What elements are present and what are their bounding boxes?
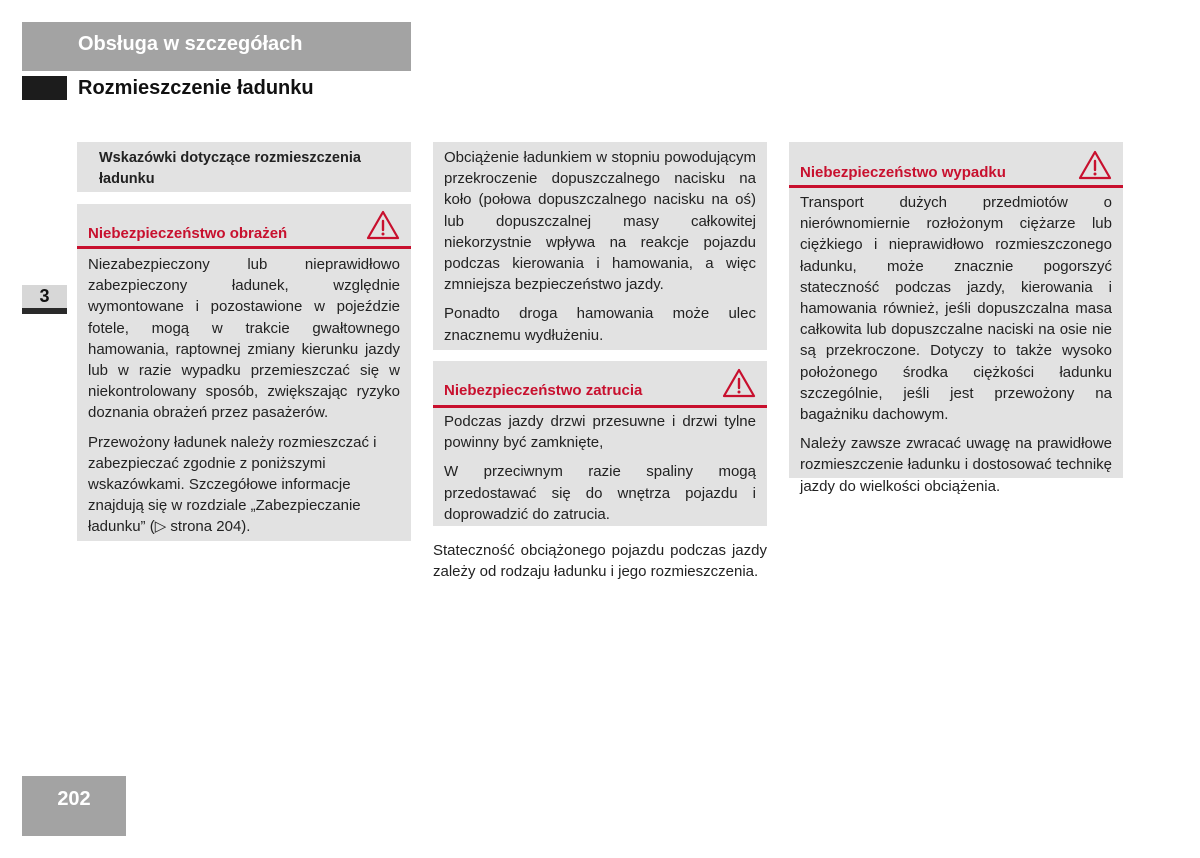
paragraph: Obciążenie ładunkiem w stopniu powodującym przekroczenie dopuszczalnego nacisku na koło (połowa dopuszczalnego nacisku na oś) lub dopuszczalnej masy całkowitej niekorzystnie wpływa na reakcje pojazdu podczas kierowania i hamowania, a więc zmniejsza bezpieczeństwo jazdy.	[444, 149, 756, 294]
warning-rule	[789, 185, 1123, 188]
info-body-overload	[444, 147, 756, 346]
warning-triangle-icon	[722, 367, 756, 399]
paragraph: Ponadto droga hamowania może ulec znacznemu wydłużeniu.	[444, 305, 756, 344]
stability-paragraph: Stateczność obciążonego pojazdu podczas jazdy zależy od rodzaju ładunku i jego rozmieszczenia.	[433, 542, 767, 581]
warning-title-poisoning: Niebezpieczeństwo zatrucia	[444, 382, 643, 399]
subsection-marker	[22, 76, 67, 100]
chapter-tab-underline	[22, 308, 67, 314]
section-title: Obsługa w szczegółach	[78, 33, 303, 55]
warning-triangle-icon	[366, 209, 400, 241]
paragraph: Przewożony ładunek należy rozmieszczać i zabezpieczać zgodnie z poniższymi wskazówkami. Szczegółowe informacje znajdują się w rozdziale „Zabezpieczanie ładunku” (▷ strona 204).	[88, 433, 377, 536]
warning-body-injury	[88, 254, 400, 538]
warning-triangle-icon	[1078, 149, 1112, 181]
tip-heading: Wskazówki dotyczące rozmieszczenia ładunku	[99, 150, 361, 187]
paragraph: Należy zawsze zwracać uwagę na prawidłowe rozmieszczenie ładunku i dostosować technikę jazdy do wielkości obciążenia.	[800, 435, 1112, 495]
warning-title-accident: Niebezpieczeństwo wypadku	[800, 164, 1006, 181]
warning-rule	[433, 405, 767, 408]
page-title: Rozmieszczenie ładunku	[78, 77, 314, 99]
paragraph: W przeciwnym razie spaliny mogą przedostawać się do wnętrza pojazdu i doprowadzić do zatrucia.	[444, 463, 756, 523]
warning-body-accident	[800, 192, 1112, 497]
paragraph: Podczas jazdy drzwi przesuwne i drzwi tylne powinny być zamknięte,	[444, 413, 756, 452]
warning-rule	[77, 246, 411, 249]
paragraph: Transport dużych przedmiotów o nierównomiernie rozłożonym ciężarze lub ciężkiego i nieprawidłowo rozmieszczonego ładunku, może znacznie pogorszyć stateczność podczas jazdy, kierowania i hamowania również, jeśli dopuszczalna masa całkowita lub dopuszczalne naciski na osie nie są przekroczone. Dotyczy to także wysoko położonego środka ciężkości ładunku szczególnie, jeśli jest przewożony na bagażniku dachowym.	[800, 194, 1112, 424]
chapter-tab: 3	[22, 285, 67, 308]
page-number: 202	[57, 788, 91, 810]
warning-title-injury: Niebezpieczeństwo obrażeń	[88, 225, 288, 242]
paragraph: Niezabezpieczony lub nieprawidłowo zabezpieczony ładunek, względnie wymontowane i pozostawione w pojeździe fotele, mogą w trakcie gwałtownego hamowania, raptownej zmiany kierunku jazdy lub w razie wypadku przemieszczać się w niekontrolowany sposób, zwiększając ryzyko doznania obrażeń przez pasażerów.	[88, 256, 400, 422]
warning-body-poisoning	[444, 411, 756, 525]
